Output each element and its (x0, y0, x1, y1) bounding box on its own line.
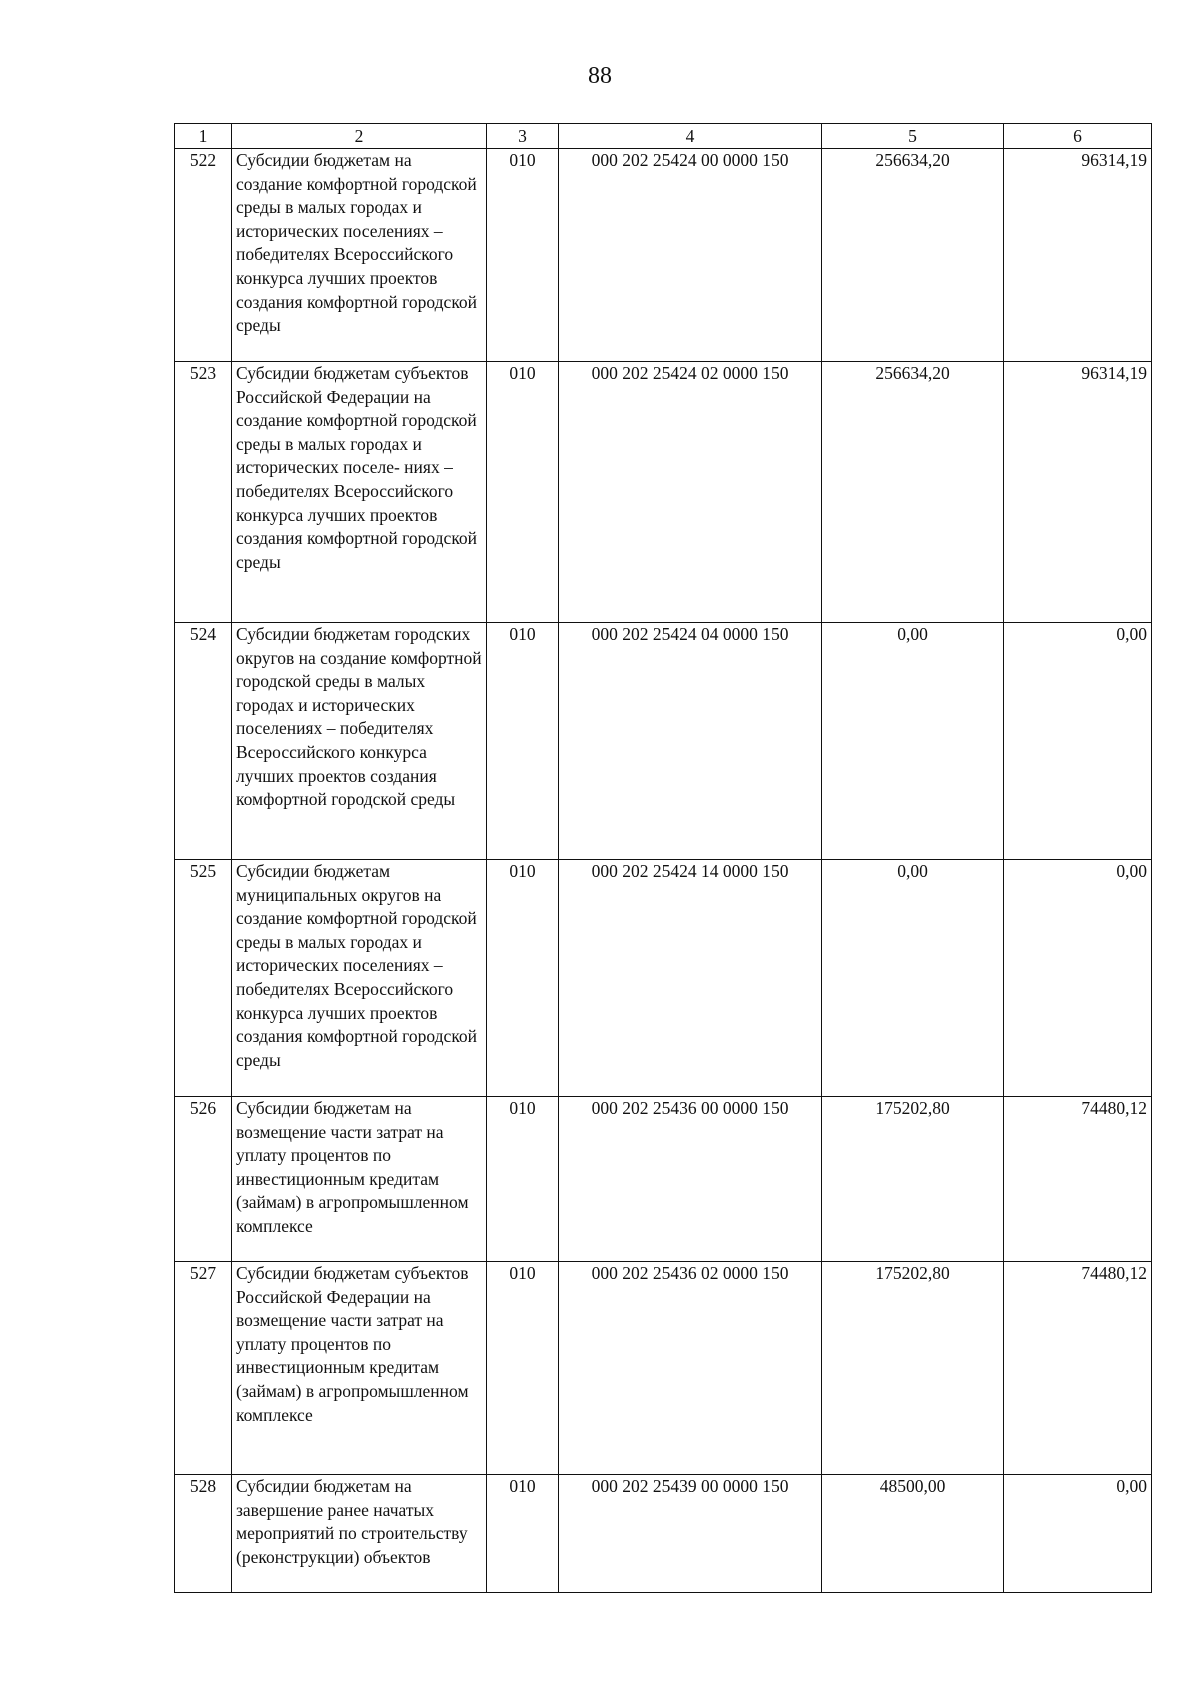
row-kbk: 000 202 25439 00 0000 150 (559, 1475, 822, 1593)
row-sum-6: 74480,12 (1004, 1097, 1152, 1262)
row-name: Субсидии бюджетам на создание комфортной городской среды в малых городах и исторических поселениях – победителях Всероссийского конкурса лучших проектов создания комфортной городской среды (232, 149, 487, 362)
row-name: Субсидии бюджетам субъектов Российской Федерации на создание комфортной городской среды в малых городах и исторических поселе- ниях – победителях Всероссийского конкурса лучших проектов создания комфортной городской среды (232, 362, 487, 623)
table-row (175, 1475, 1152, 1593)
column-header-5: 5 (822, 124, 1004, 149)
row-sum-6: 0,00 (1004, 623, 1152, 860)
row-sum-5: 256634,20 (822, 149, 1004, 362)
budget-table (174, 123, 1152, 1593)
row-sum-6: 74480,12 (1004, 1262, 1152, 1475)
row-sum-5: 175202,80 (822, 1097, 1004, 1262)
row-name: Субсидии бюджетам городских округов на создание комфортной городской среды в малых городах и исторических поселениях – победителях Всероссийского конкурса лучших проектов создания комфортной городской среды (232, 623, 487, 860)
row-number: 524 (175, 623, 232, 860)
table-row (175, 1262, 1152, 1475)
row-code: 010 (487, 362, 559, 623)
row-name: Субсидии бюджетам на завершение ранее начатых мероприятий по строительству (реконструкции) объектов (232, 1475, 487, 1593)
column-header-2: 2 (232, 124, 487, 149)
column-header-3: 3 (487, 124, 559, 149)
column-header-4: 4 (559, 124, 822, 149)
row-name: Субсидии бюджетам муниципальных округов на создание комфортной городской среды в малых городах и исторических поселениях – победителях Всероссийского конкурса лучших проектов создания комфортной городской среды (232, 860, 487, 1097)
row-code: 010 (487, 623, 559, 860)
row-sum-5: 48500,00 (822, 1475, 1004, 1593)
table-header-row (175, 124, 1152, 149)
row-code: 010 (487, 149, 559, 362)
row-code: 010 (487, 860, 559, 1097)
row-code: 010 (487, 1262, 559, 1475)
row-sum-5: 256634,20 (822, 362, 1004, 623)
table-row (175, 860, 1152, 1097)
column-header-1: 1 (175, 124, 232, 149)
table-row (175, 149, 1152, 362)
row-sum-5: 0,00 (822, 623, 1004, 860)
table-row (175, 1097, 1152, 1262)
table-row (175, 623, 1152, 860)
row-sum-6: 96314,19 (1004, 149, 1152, 362)
row-sum-5: 0,00 (822, 860, 1004, 1097)
row-sum-6: 96314,19 (1004, 362, 1152, 623)
page-number: 88 (588, 63, 612, 89)
row-number: 523 (175, 362, 232, 623)
row-sum-5: 175202,80 (822, 1262, 1004, 1475)
row-number: 527 (175, 1262, 232, 1475)
row-kbk: 000 202 25424 04 0000 150 (559, 623, 822, 860)
row-number: 522 (175, 149, 232, 362)
row-name: Субсидии бюджетам субъектов Российской Федерации на возмещение части затрат на уплату процентов по инвестиционным кредитам (займам) в агропромышленном комплексе (232, 1262, 487, 1475)
row-sum-6: 0,00 (1004, 1475, 1152, 1593)
row-kbk: 000 202 25436 00 0000 150 (559, 1097, 822, 1262)
row-code: 010 (487, 1475, 559, 1593)
row-kbk: 000 202 25424 00 0000 150 (559, 149, 822, 362)
row-number: 525 (175, 860, 232, 1097)
column-header-6: 6 (1004, 124, 1152, 149)
row-sum-6: 0,00 (1004, 860, 1152, 1097)
row-kbk: 000 202 25436 02 0000 150 (559, 1262, 822, 1475)
row-kbk: 000 202 25424 14 0000 150 (559, 860, 822, 1097)
row-code: 010 (487, 1097, 559, 1262)
row-name: Субсидии бюджетам на возмещение части затрат на уплату процентов по инвестиционным кредитам (займам) в агропромышленном комплексе (232, 1097, 487, 1262)
row-kbk: 000 202 25424 02 0000 150 (559, 362, 822, 623)
table-row (175, 362, 1152, 623)
row-number: 526 (175, 1097, 232, 1262)
row-number: 528 (175, 1475, 232, 1593)
